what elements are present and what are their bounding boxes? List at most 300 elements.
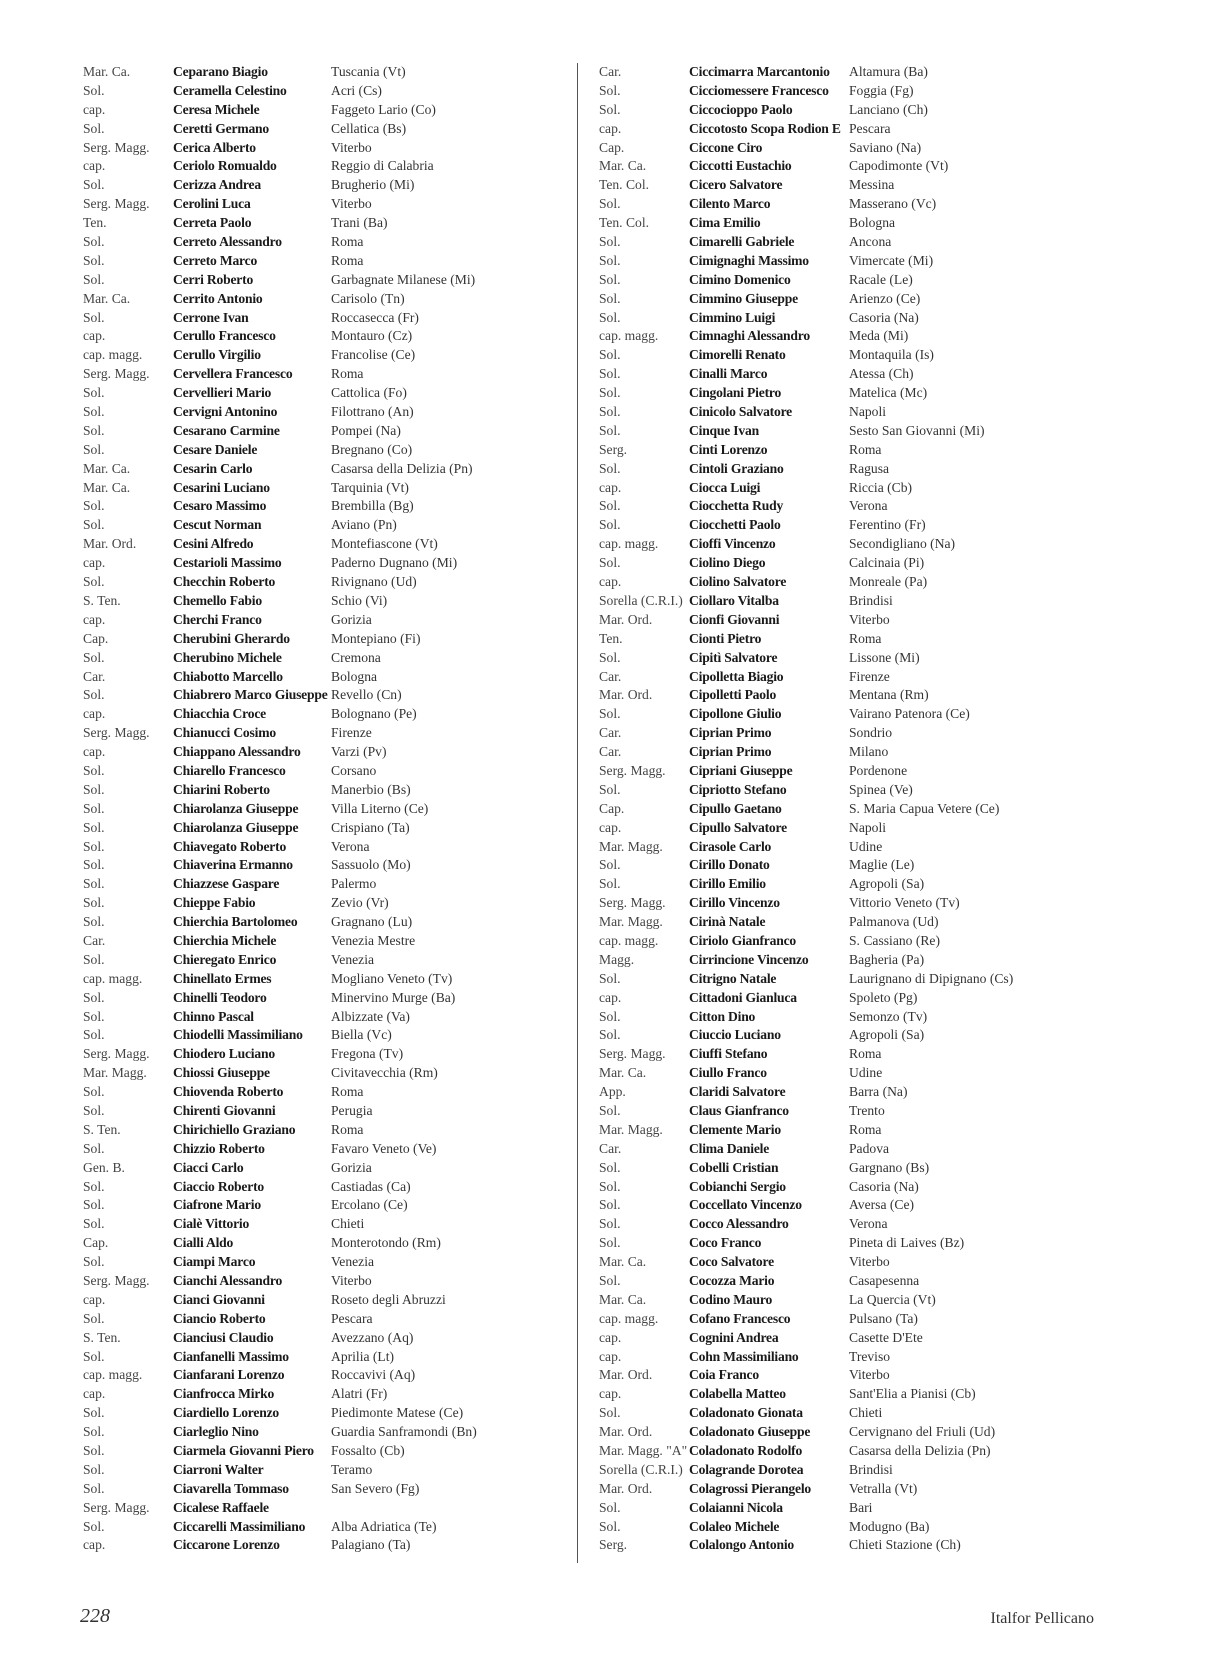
entry-name: Chinellato Ermes (173, 970, 272, 986)
entry-place: Biella (Vc) (331, 1027, 392, 1043)
entry-name: Ciolino Diego (689, 555, 766, 571)
list-item (83, 460, 516, 479)
entry-name: Colaleo Michele (689, 1518, 780, 1534)
entry-name: Cesarano Carmine (173, 422, 280, 438)
list-item (599, 800, 1034, 819)
entry-rank: Cap. (599, 800, 625, 816)
entry-name: Cervellera Francesco (173, 366, 293, 382)
entry-rank: Sol. (83, 819, 105, 835)
list-item (83, 233, 516, 252)
list-item (599, 1480, 1034, 1499)
entry-rank: Sol. (599, 1235, 621, 1251)
entry-place: Corsano (331, 762, 377, 778)
list-item (83, 762, 516, 781)
entry-place: Roccasecca (Fr) (331, 309, 419, 325)
entry-place: Viterbo (331, 196, 372, 212)
list-item (83, 271, 516, 290)
entry-place: Minervino Murge (Ba) (331, 989, 456, 1005)
entry-place: Chieti (849, 1405, 883, 1421)
list-item (83, 611, 516, 630)
entry-rank: Sol. (83, 1027, 105, 1043)
entry-place: Favaro Veneto (Ve) (331, 1140, 437, 1156)
entry-rank: cap. magg. (599, 536, 659, 552)
entry-rank: cap. magg. (83, 970, 143, 986)
entry-place: Montaquila (Is) (849, 347, 934, 363)
entry-place: Montauro (Cz) (331, 328, 413, 344)
entry-place: Ragusa (849, 460, 890, 476)
entry-place: Tuscania (Vt) (331, 64, 406, 79)
entry-rank: Sol. (599, 460, 621, 476)
list-item (599, 630, 1034, 649)
entry-rank: Sol. (83, 1405, 105, 1421)
entry-place: Milano (849, 744, 889, 760)
entry-place: Pineta di Laives (Bz) (849, 1235, 965, 1251)
entry-name: Cipriotto Stefano (689, 781, 787, 797)
entry-name: Chiacchia Croce (173, 706, 267, 722)
entry-name: Cionfi Giovanni (689, 611, 780, 627)
entry-name: Ciccocioppo Paolo (689, 101, 793, 117)
entry-rank: Mar. Ca. (83, 460, 131, 476)
entry-rank: cap. (83, 1291, 106, 1307)
entry-place: Castiadas (Ca) (331, 1178, 411, 1194)
list-item (599, 365, 1034, 384)
entry-name: Ciarroni Walter (173, 1461, 264, 1477)
entry-place: Casette D'Ete (849, 1329, 923, 1345)
entry-name: Chinno Pascal (173, 1008, 254, 1024)
list-item (83, 516, 516, 535)
entry-name: Cimignaghi Massimo (689, 252, 809, 268)
entry-name: Ciocchetti Paolo (689, 517, 781, 533)
entry-place: Vittorio Veneto (Tv) (849, 895, 960, 911)
entry-name: Chieppe Fabio (173, 895, 256, 911)
entry-place: Palmanova (Ud) (849, 914, 939, 930)
entry-rank: Car. (599, 744, 622, 760)
list-item (599, 1215, 1034, 1234)
entry-rank: Sol. (599, 1518, 621, 1534)
entry-place: Roma (849, 1121, 882, 1137)
list-item (83, 327, 516, 346)
entry-rank: Sol. (83, 1178, 105, 1194)
entry-rank: Sol. (83, 252, 105, 268)
entry-place: Monterotondo (Rm) (331, 1235, 441, 1251)
entry-name: Cinti Lorenzo (689, 441, 768, 457)
entry-rank: Ten. Col. (599, 215, 650, 231)
entry-rank: S. Ten. (83, 592, 121, 608)
entry-place: S. Maria Capua Vetere (Ce) (849, 800, 1000, 816)
entry-rank: S. Ten. (83, 1329, 121, 1345)
entry-rank: cap. (83, 101, 106, 117)
entry-name: Ciocca Luigi (689, 479, 761, 495)
entry-rank: Sol. (599, 555, 621, 571)
list-item (83, 384, 516, 403)
entry-place: Cervignano del Friuli (Ud) (849, 1424, 996, 1440)
entry-rank: Sol. (83, 177, 105, 193)
entry-place: Bagheria (Pa) (849, 951, 925, 967)
entry-place: Crispiano (Ta) (331, 819, 410, 835)
entry-rank: Sol. (83, 1348, 105, 1364)
entry-place: Viterbo (849, 611, 890, 627)
entry-place: Bologna (849, 215, 896, 231)
entry-name: Chiaverina Ermanno (173, 857, 293, 873)
entry-name: Ciuffi Stefano (689, 1046, 768, 1062)
list-item (599, 951, 1034, 970)
list-item (599, 422, 1034, 441)
list-item (83, 592, 516, 611)
list-item (599, 1348, 1034, 1367)
entry-rank: Sol. (83, 1518, 105, 1534)
list-item (83, 176, 516, 195)
entry-name: Chirichiello Graziano (173, 1121, 296, 1137)
entry-place: Verona (849, 498, 888, 514)
entry-rank: cap. magg. (83, 347, 143, 363)
list-item (83, 554, 516, 573)
list-item (599, 176, 1034, 195)
entry-rank: Sol. (599, 781, 621, 797)
list-item (83, 535, 516, 554)
list-item (599, 290, 1034, 309)
list-item (83, 1272, 516, 1291)
entry-name: Cipollone Giulio (689, 706, 782, 722)
entry-name: Coladonato Rodolfo (689, 1443, 803, 1459)
entry-name: Citton Dino (689, 1008, 756, 1024)
entry-place: Treviso (849, 1348, 891, 1364)
entry-name: Cherubino Michele (173, 649, 282, 665)
page-number: 228 (80, 1605, 110, 1627)
entry-name: Cesarin Carlo (173, 460, 253, 476)
entry-name: Cimino Domenico (689, 271, 791, 287)
entry-place: Spinea (Ve) (849, 781, 913, 797)
entry-name: Ciampi Marco (173, 1254, 256, 1270)
entry-name: Clima Daniele (689, 1140, 770, 1156)
entry-place: Laurignano di Dipignano (Cs) (849, 970, 1014, 986)
entry-rank: Sol. (599, 385, 621, 401)
entry-name: Cohn Massimiliano (689, 1348, 799, 1364)
entry-name: Chieregato Enrico (173, 951, 277, 967)
entry-name: Ciavarella Tommaso (173, 1480, 289, 1496)
entry-place: Gargnano (Bs) (849, 1159, 930, 1175)
entry-place: Capodimonte (Vt) (849, 158, 949, 174)
entry-place: Lissone (Mi) (849, 649, 920, 665)
entry-name: Cerica Alberto (173, 139, 256, 155)
entry-place: Viterbo (331, 1273, 372, 1288)
entry-place: Vairano Patenora (Ce) (849, 706, 970, 722)
list-item (599, 1291, 1034, 1310)
entry-rank: Ten. (83, 215, 107, 231)
entry-place: Matelica (Mc) (849, 385, 928, 401)
list-item (83, 573, 516, 592)
entry-rank: Ten. Col. (599, 177, 650, 193)
entry-name: Cintoli Graziano (689, 460, 784, 476)
entry-name: Cipriani Giuseppe (689, 762, 793, 778)
list-item (83, 101, 516, 120)
entry-place: Roccavivi (Aq) (331, 1367, 416, 1383)
entry-rank: Car. (599, 1140, 622, 1156)
entry-name: Coladonato Gionata (689, 1405, 803, 1421)
entry-rank: Sol. (599, 1216, 621, 1232)
entry-place: Foggia (Fg) (849, 82, 914, 98)
entry-place: Revello (Cn) (331, 687, 402, 703)
entry-rank: Sol. (599, 1159, 621, 1175)
list-item (83, 1102, 516, 1121)
entry-name: Ciccone Ciro (689, 139, 763, 155)
list-item (599, 63, 1034, 82)
entry-name: Cirinà Natale (689, 914, 766, 930)
entry-name: Cirasole Carlo (689, 838, 772, 854)
entry-place: Viterbo (849, 1254, 890, 1270)
list-item (83, 120, 516, 139)
entry-place: Avezzano (Aq) (331, 1329, 414, 1345)
entry-name: Cingolani Pietro (689, 385, 782, 401)
entry-place: Alatri (Fr) (331, 1386, 388, 1402)
list-item (599, 460, 1034, 479)
list-item (83, 157, 516, 176)
entry-place: Reggio di Calabria (331, 158, 434, 174)
entry-rank: Sol. (599, 196, 621, 212)
entry-name: Cimmino Giuseppe (689, 290, 798, 306)
entry-rank: Cap. (599, 139, 625, 155)
entry-name: Cianchi Alessandro (173, 1273, 283, 1288)
entry-place: Casapesenna (849, 1273, 920, 1288)
entry-place: Palermo (331, 876, 377, 892)
entry-place: Mogliano Veneto (Tv) (331, 970, 453, 986)
entry-name: Ceresa Michele (173, 101, 260, 117)
entry-rank: Serg. Magg. (83, 725, 150, 741)
entry-name: Chirenti Giovanni (173, 1102, 276, 1118)
list-item (599, 1253, 1034, 1272)
entry-name: Citrigno Natale (689, 970, 777, 986)
entry-rank: Sol. (599, 1102, 621, 1118)
entry-name: Cionti Pietro (689, 630, 762, 646)
list-item (83, 1329, 516, 1348)
entry-rank: Sol. (83, 857, 105, 873)
entry-name: Ceparano Biagio (173, 64, 268, 79)
entry-name: Cittadoni Gianluca (689, 989, 797, 1005)
entry-place: Udine (849, 1065, 883, 1081)
entry-place: Roma (331, 366, 364, 382)
entry-rank: Sol. (83, 1197, 105, 1213)
entry-name: Cestarioli Massimo (173, 555, 282, 571)
entry-rank: Sol. (83, 1008, 105, 1024)
entry-rank: cap. (599, 1329, 622, 1345)
entry-name: Chinelli Teodoro (173, 989, 267, 1005)
entry-name: Cerreto Alessandro (173, 234, 282, 250)
entry-name: Ciccarelli Massimiliano (173, 1518, 306, 1534)
list-item (599, 327, 1034, 346)
entry-name: Ciccotti Eustachio (689, 158, 792, 174)
list-item (83, 1196, 516, 1215)
entry-name: Cinicolo Salvatore (689, 404, 793, 420)
entry-name: Colagrossi Pierangelo (689, 1480, 812, 1496)
entry-name: Cianfrocca Mirko (173, 1386, 275, 1402)
entry-name: Chiarini Roberto (173, 781, 270, 797)
entry-rank: cap. magg. (599, 932, 659, 948)
entry-rank: cap. (599, 819, 622, 835)
entry-name: Cerreta Paolo (173, 215, 252, 231)
entry-rank: Sol. (83, 385, 105, 401)
entry-name: Colagrande Dorotea (689, 1461, 804, 1477)
entry-rank: Serg. Magg. (83, 139, 150, 155)
list-item (83, 838, 516, 857)
list-item (599, 1045, 1034, 1064)
entry-name: Coco Salvatore (689, 1254, 774, 1270)
list-item (599, 819, 1034, 838)
entry-name: Cerullo Francesco (173, 328, 276, 344)
entry-place: Lanciano (Ch) (849, 101, 928, 117)
entry-name: Cipullo Gaetano (689, 800, 782, 816)
entry-place: San Severo (Fg) (331, 1480, 420, 1496)
entry-place: Palagiano (Ta) (331, 1537, 411, 1553)
entry-rank: Mar. Ca. (599, 1065, 647, 1081)
entry-place: Venezia (331, 951, 375, 967)
entry-rank: Sol. (599, 498, 621, 514)
entry-place: Chieti Stazione (Ch) (849, 1537, 961, 1553)
entry-name: Coccellato Vincenzo (689, 1197, 802, 1213)
list-item (599, 649, 1034, 668)
list-item (599, 441, 1034, 460)
entry-place: Roma (331, 1121, 364, 1137)
list-item (83, 1310, 516, 1329)
entry-place: Riccia (Cb) (849, 479, 913, 495)
entry-rank: cap. (83, 158, 106, 174)
entry-rank: Sol. (83, 762, 105, 778)
entry-rank: Mar. Ord. (599, 1480, 653, 1496)
entry-name: Coia Franco (689, 1367, 759, 1383)
entry-rank: App. (599, 1084, 626, 1100)
list-item (83, 649, 516, 668)
entry-rank: Sol. (599, 857, 621, 873)
entry-place: Viterbo (849, 1367, 890, 1383)
list-item (83, 686, 516, 705)
list-item (599, 120, 1034, 139)
entry-name: Chierchia Michele (173, 932, 277, 948)
entry-place: Padova (849, 1140, 890, 1156)
entry-place: Casarsa della Delizia (Pn) (331, 460, 473, 476)
entry-rank: Sol. (599, 1027, 621, 1043)
list-item (599, 233, 1034, 252)
entry-name: Cesare Daniele (173, 441, 258, 457)
entry-rank: cap. magg. (599, 1310, 659, 1326)
list-item (83, 1159, 516, 1178)
list-item (599, 1196, 1034, 1215)
entry-rank: Sol. (599, 1178, 621, 1194)
list-item (599, 1423, 1034, 1442)
entry-rank: Car. (599, 725, 622, 741)
entry-place: Montepiano (Fi) (331, 630, 421, 646)
list-item (599, 894, 1034, 913)
entry-place: Faggeto Lario (Co) (331, 101, 436, 117)
entry-place: Aprilia (Lt) (331, 1348, 395, 1364)
list-item (599, 157, 1034, 176)
list-item (599, 554, 1034, 573)
entry-place: Firenze (331, 725, 372, 741)
entry-name: Cerullo Virgilio (173, 347, 261, 363)
entry-place: Sassuolo (Mo) (331, 857, 411, 873)
entry-rank: Mar. Magg. (599, 1121, 663, 1137)
list-item (599, 1102, 1034, 1121)
list-item (83, 724, 516, 743)
entry-place: Roseto degli Abruzzi (331, 1291, 446, 1307)
entry-place: Garbagnate Milanese (Mi) (331, 271, 476, 287)
list-item (599, 403, 1034, 422)
entry-place: Ancona (849, 234, 892, 250)
entry-rank: Car. (599, 64, 622, 79)
list-item (83, 63, 516, 82)
entry-name: Cerreto Marco (173, 252, 258, 268)
entry-name: Cerizza Andrea (173, 177, 261, 193)
entry-name: Cesaro Massimo (173, 498, 267, 514)
entry-place: Monreale (Pa) (849, 574, 928, 590)
entry-rank: Mar. Ca. (83, 290, 131, 306)
entry-name: Cicalese Raffaele (173, 1499, 269, 1515)
entry-name: Cinque Ivan (689, 422, 759, 438)
entry-rank: Sol. (83, 914, 105, 930)
entry-name: Cervellieri Mario (173, 385, 272, 401)
entry-rank: Mar. Ca. (83, 479, 131, 495)
list-item (599, 1310, 1034, 1329)
entry-place: Altamura (Ba) (849, 64, 928, 79)
list-item (83, 195, 516, 214)
entry-rank: S. Ten. (83, 1121, 121, 1137)
entry-rank: Sol. (599, 970, 621, 986)
entry-rank: cap. (599, 574, 622, 590)
entry-name: Cirillo Vincenzo (689, 895, 780, 911)
entry-rank: Sol. (83, 574, 105, 590)
entry-name: Cicero Salvatore (689, 177, 783, 193)
entry-rank: Sol. (83, 1140, 105, 1156)
entry-place: Zevio (Vr) (331, 895, 389, 911)
entry-name: Ciacci Carlo (173, 1159, 244, 1175)
list-item (599, 932, 1034, 951)
entry-rank: cap. (83, 706, 106, 722)
entry-place: Verona (331, 838, 370, 854)
list-item (83, 1045, 516, 1064)
entry-name: Colabella Matteo (689, 1386, 786, 1402)
entry-name: Ceretti Germano (173, 120, 270, 136)
entry-rank: Sol. (83, 309, 105, 325)
entry-rank: Gen. B. (83, 1159, 125, 1175)
entry-place: Casoria (Na) (849, 1178, 919, 1194)
entry-place: Meda (Mi) (849, 328, 909, 344)
list-item (83, 422, 516, 441)
entry-name: Cianci Giovanni (173, 1291, 265, 1307)
entry-place: Paderno Dugnano (Mi) (331, 555, 458, 571)
entry-rank: Sol. (83, 1102, 105, 1118)
entry-rank: cap. (599, 479, 622, 495)
entry-name: Coco Franco (689, 1235, 762, 1251)
list-item (83, 951, 516, 970)
entry-name: Cioffi Vincenzo (689, 536, 776, 552)
entry-name: Chemello Fabio (173, 592, 262, 608)
entry-rank: Serg. Magg. (599, 895, 666, 911)
list-item (599, 1329, 1034, 1348)
entry-name: Cipolletti Paolo (689, 687, 777, 703)
entry-rank: cap. (83, 744, 106, 760)
entry-rank: cap. (599, 989, 622, 1005)
entry-rank: cap. (599, 1348, 622, 1364)
entry-rank: Sol. (599, 876, 621, 892)
entry-name: Chiarolanza Giuseppe (173, 800, 299, 816)
entry-place: Pordenone (849, 762, 908, 778)
entry-place: Modugno (Ba) (849, 1518, 930, 1534)
list-item (599, 1272, 1034, 1291)
list-item (599, 1140, 1034, 1159)
list-item (599, 1461, 1034, 1480)
entry-place: Ferentino (Fr) (849, 517, 926, 533)
list-item (83, 856, 516, 875)
list-item (83, 290, 516, 309)
entry-rank: Mar. Ca. (599, 1291, 647, 1307)
list-item (599, 1385, 1034, 1404)
